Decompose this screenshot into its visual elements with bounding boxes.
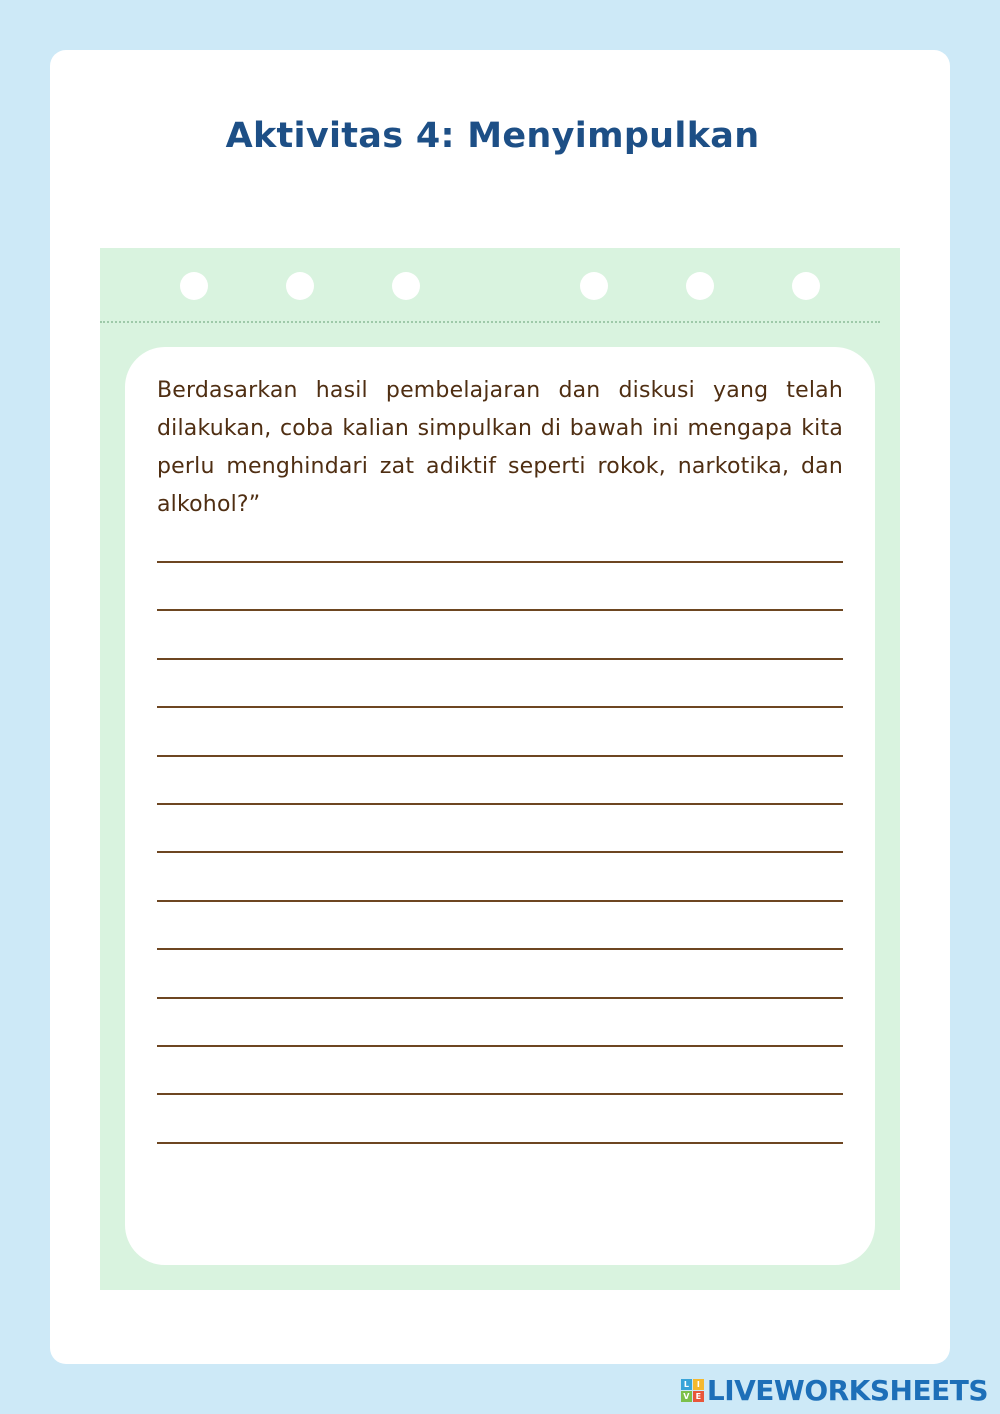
answer-line[interactable]	[157, 1142, 843, 1144]
logo-tile: I	[693, 1379, 704, 1390]
brand-name: LIVEWORKSHEETS	[706, 1373, 988, 1407]
logo-tile: E	[693, 1391, 704, 1402]
liveworksheets-logo-icon	[681, 1379, 704, 1402]
logo-tile: L	[681, 1379, 692, 1390]
answer-line[interactable]	[157, 706, 843, 708]
notepad-panel	[100, 248, 900, 1290]
binder-hole	[286, 272, 314, 300]
answer-line[interactable]	[157, 1093, 843, 1095]
answer-line[interactable]	[157, 900, 843, 902]
answer-line[interactable]	[157, 803, 843, 805]
question-text: Berdasarkan hasil pembelajaran dan diskusi yang telah dilakukan, coba kalian simpulkan di bawah ini mengapa kita perlu menghindari zat adiktif seperti rokok, narkotika, dan alkohol?”	[157, 378, 843, 517]
logo-tile: V	[681, 1391, 692, 1402]
answer-line[interactable]	[157, 561, 843, 563]
answer-line[interactable]	[157, 948, 843, 950]
binder-hole	[792, 272, 820, 300]
question-card	[125, 347, 875, 1265]
answer-line[interactable]	[157, 1045, 843, 1047]
binder-hole	[686, 272, 714, 300]
liveworksheets-brand[interactable]	[681, 1374, 988, 1406]
answer-line[interactable]	[157, 997, 843, 999]
answer-line[interactable]	[157, 851, 843, 853]
dotted-divider	[100, 321, 880, 323]
answer-line[interactable]	[157, 609, 843, 611]
binder-hole	[180, 272, 208, 300]
binder-hole	[580, 272, 608, 300]
binder-hole	[392, 272, 420, 300]
answer-line[interactable]	[157, 755, 843, 757]
answer-line[interactable]	[157, 658, 843, 660]
page-title: Aktivitas 4: Menyimpulkan	[225, 116, 760, 156]
